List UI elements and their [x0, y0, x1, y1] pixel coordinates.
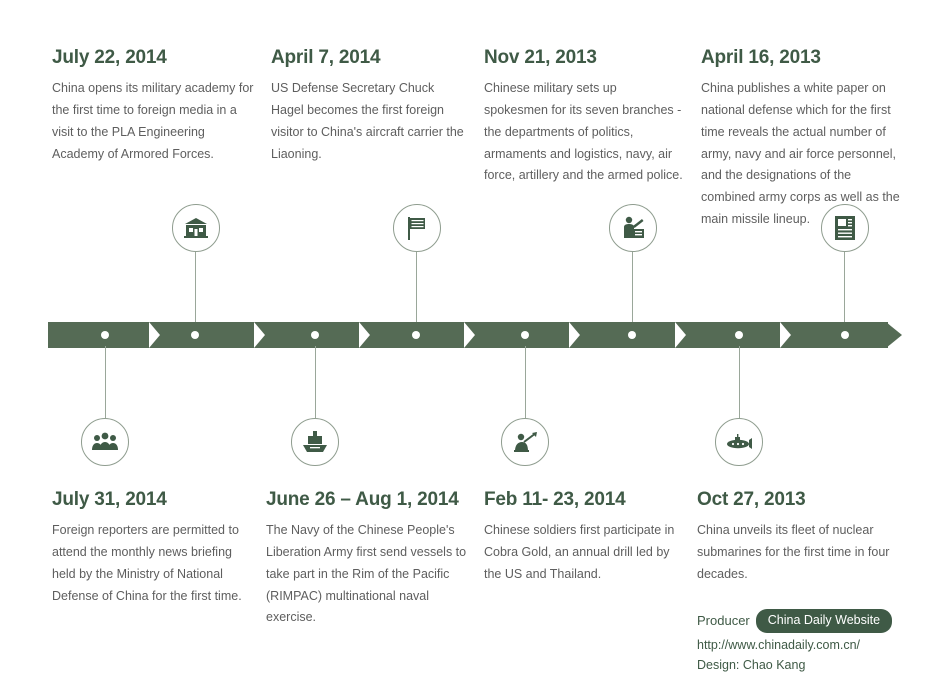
event-date: Oct 27, 2013 [697, 489, 806, 510]
flag-icon [393, 204, 441, 252]
event-top-3 [484, 48, 684, 187]
timeline-node [841, 331, 849, 339]
event-bottom-4 [697, 490, 892, 586]
website-url[interactable]: http://www.chinadaily.com.cn/ [697, 638, 861, 653]
timeline-node [311, 331, 319, 339]
reporters-group-icon [81, 418, 129, 466]
submarine-icon [715, 418, 763, 466]
event-description: Chinese soldiers first participate in Cobra Gold, an annual drill led by the US and Thailand. [484, 522, 675, 581]
event-bottom-1 [52, 490, 247, 607]
event-bottom-2 [266, 490, 471, 629]
timeline-chevron [359, 322, 370, 348]
event-date: April 16, 2013 [701, 47, 821, 68]
connector-stem-top-4 [844, 252, 845, 328]
event-date: April 7, 2014 [271, 47, 381, 68]
timeline-axis [48, 322, 902, 348]
event-description: China publishes a white paper on national defense which for the first time reveals the actual number of army, navy and air force personnel, and the designations of the combined army corps as well as the main missile lineup. [701, 80, 900, 227]
event-date: July 31, 2014 [52, 489, 167, 510]
timeline-chevron [464, 322, 475, 348]
event-description: China unveils its fleet of nuclear submarines for the first time in four decades. [697, 522, 890, 581]
designer-credit: Design: Chao Kang [697, 657, 806, 672]
timeline-node [101, 331, 109, 339]
timeline-node [521, 331, 529, 339]
naval-vessel-icon [291, 418, 339, 466]
producer-label: Producer [697, 613, 750, 629]
event-description: US Defense Secretary Chuck Hagel becomes the first foreign visitor to China's aircraft carrier the Liaoning. [271, 80, 464, 161]
timeline-node [412, 331, 420, 339]
event-date: July 22, 2014 [52, 47, 167, 68]
white-paper-document-icon [821, 204, 869, 252]
soldier-drill-icon [501, 418, 549, 466]
timeline-chevron [149, 322, 160, 348]
timeline-node [191, 331, 199, 339]
connector-stem-top-3 [632, 252, 633, 328]
connector-stem-bottom-4 [739, 346, 740, 418]
event-description: Foreign reporters are permitted to attend the monthly news briefing held by the Ministry of National Defense of China for the first time. [52, 522, 242, 603]
event-description: Chinese military sets up spokesmen for its seven branches - the departments of politics, armaments and logistics, navy, air force, artillery and the armed police. [484, 80, 683, 183]
connector-stem-top-2 [416, 252, 417, 328]
timeline-arrowhead [886, 322, 902, 348]
timeline-chevron [675, 322, 686, 348]
event-description: China opens its military academy for the first time to foreign media in a visit to the PLA Engineering Academy of Armored Forces. [52, 80, 254, 161]
connector-stem-bottom-3 [525, 346, 526, 418]
connector-stem-top-1 [195, 252, 196, 328]
event-top-1 [52, 48, 257, 165]
event-bottom-3 [484, 490, 684, 586]
connector-stem-bottom-1 [105, 346, 106, 418]
timeline-chevron [254, 322, 265, 348]
timeline-chevron [780, 322, 791, 348]
connector-stem-bottom-2 [315, 346, 316, 418]
credits-block [697, 609, 927, 675]
timeline-chevron [569, 322, 580, 348]
producer-row [697, 609, 927, 633]
spokesman-podium-icon [609, 204, 657, 252]
event-description: The Navy of the Chinese People's Liberation Army first send vessels to take part in the Rim of the Pacific (RIMPAC) multinational naval exercise. [266, 522, 467, 625]
producer-name-badge: China Daily Website [756, 609, 892, 633]
event-date: Nov 21, 2013 [484, 47, 597, 68]
event-top-4 [701, 48, 901, 231]
event-date: Feb 11- 23, 2014 [484, 489, 626, 510]
event-date: June 26 – Aug 1, 2014 [266, 489, 459, 510]
event-top-2 [271, 48, 467, 165]
academy-building-icon [172, 204, 220, 252]
timeline-node [628, 331, 636, 339]
timeline-node [735, 331, 743, 339]
